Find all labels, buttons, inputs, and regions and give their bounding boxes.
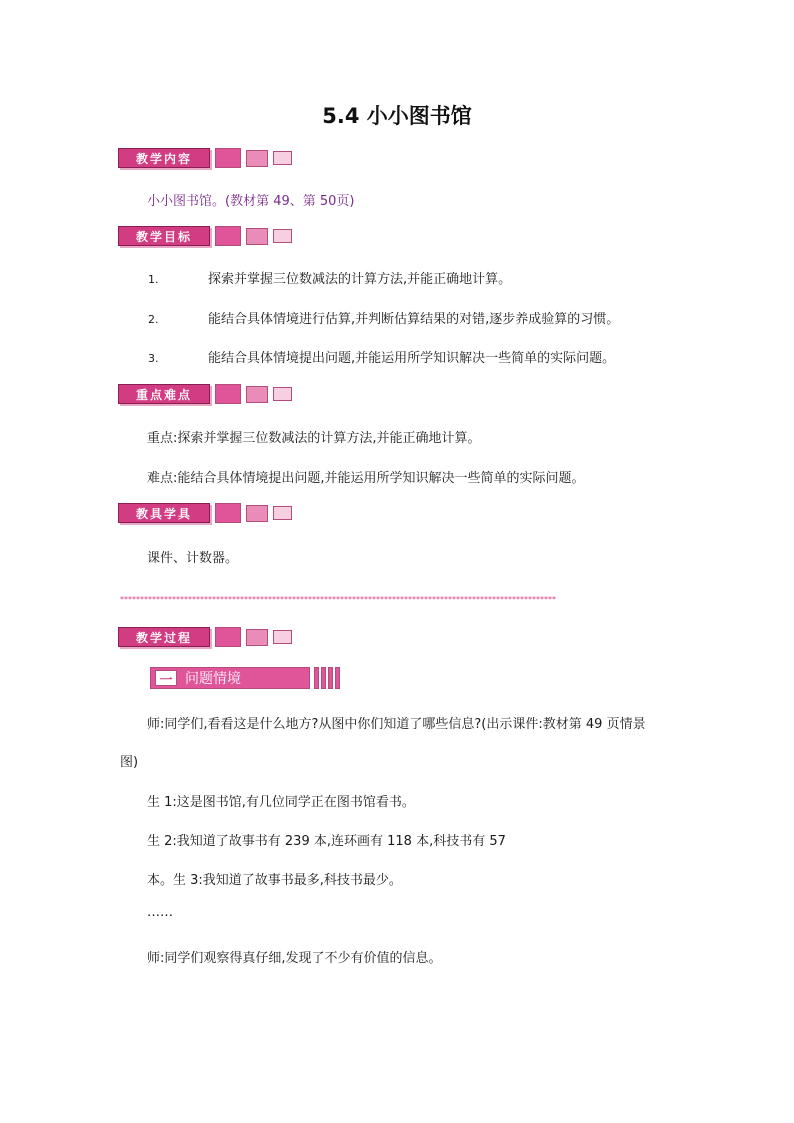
decor-square: [215, 384, 241, 404]
difficult-point-text: 难点:能结合具体情境提出问题,并能运用所学知识解决一些简单的实际问题。: [147, 471, 585, 486]
subsection-box: [150, 667, 310, 689]
subsection-header: [150, 667, 340, 689]
decor-square: [246, 505, 268, 522]
decor-square: [273, 630, 292, 644]
decor-bar: [314, 667, 319, 689]
goal-item: [148, 308, 619, 327]
section-label: 教具学具: [118, 503, 210, 523]
section-header-key-points: [118, 383, 292, 405]
goal-item: [148, 347, 615, 366]
goal-number: 3.: [148, 352, 159, 365]
paragraph: ……: [147, 905, 173, 920]
goal-item: [148, 268, 511, 287]
key-point-text: 重点:探索并掌握三位数减法的计算方法,并能正确地计算。: [147, 431, 481, 446]
content-text: 小小图书馆。(教材第 49、第 50页): [147, 194, 355, 209]
decor-square: [215, 627, 241, 647]
star-divider: *************************************************************************************************************: [120, 596, 556, 604]
section-header-process: [118, 626, 292, 648]
goal-number: 2.: [148, 313, 159, 326]
decor-square: [273, 151, 292, 165]
decor-square: [273, 387, 292, 401]
page-title: 5.4 小小图书馆: [322, 104, 472, 128]
decor-square: [215, 503, 241, 523]
section-label: 教学目标: [118, 226, 210, 246]
paragraph: 师:同学们观察得真仔细,发现了不少有价值的信息。: [147, 951, 442, 966]
paragraph: 图): [120, 755, 139, 770]
section-label: 教学过程: [118, 627, 210, 647]
paragraph: 生 1:这是图书馆,有几位同学正在图书馆看书。: [147, 795, 415, 810]
section-header-goals: [118, 225, 292, 247]
paragraph: 师:同学们,看看这是什么地方?从图中你们知道了哪些信息?(出示课件:教材第 49 页情景: [147, 717, 646, 732]
paragraph: 本。生 3:我知道了故事书最多,科技书最少。: [147, 873, 402, 888]
section-label: 教学内容: [118, 148, 210, 168]
subsection-label: 问题情境: [185, 671, 241, 687]
paragraph: 生 2:我知道了故事书有 239 本,连环画有 118 本,科技书有 57: [147, 834, 506, 849]
decor-square: [273, 229, 292, 243]
decor-square: [215, 226, 241, 246]
decor-bar: [335, 667, 340, 689]
section-label: 重点难点: [118, 384, 210, 404]
decor-square: [246, 629, 268, 646]
goal-text: 探索并掌握三位数减法的计算方法,并能正确地计算。: [208, 272, 512, 287]
decor-bar: [328, 667, 333, 689]
goal-text: 能结合具体情境提出问题,并能运用所学知识解决一些简单的实际问题。: [208, 351, 616, 366]
decor-square: [246, 228, 268, 245]
tools-text: 课件、计数器。: [147, 551, 239, 566]
decor-square: [246, 386, 268, 403]
decor-bar: [321, 667, 326, 689]
goal-number: 1.: [148, 273, 159, 286]
decor-square: [273, 506, 292, 520]
decor-square: [215, 148, 241, 168]
decor-square: [246, 150, 268, 167]
subsection-number: 一: [155, 670, 177, 686]
section-header-content: [118, 147, 292, 169]
goal-text: 能结合具体情境进行估算,并判断估算结果的对错,逐步养成验算的习惯。: [208, 312, 620, 327]
section-header-tools: [118, 502, 292, 524]
